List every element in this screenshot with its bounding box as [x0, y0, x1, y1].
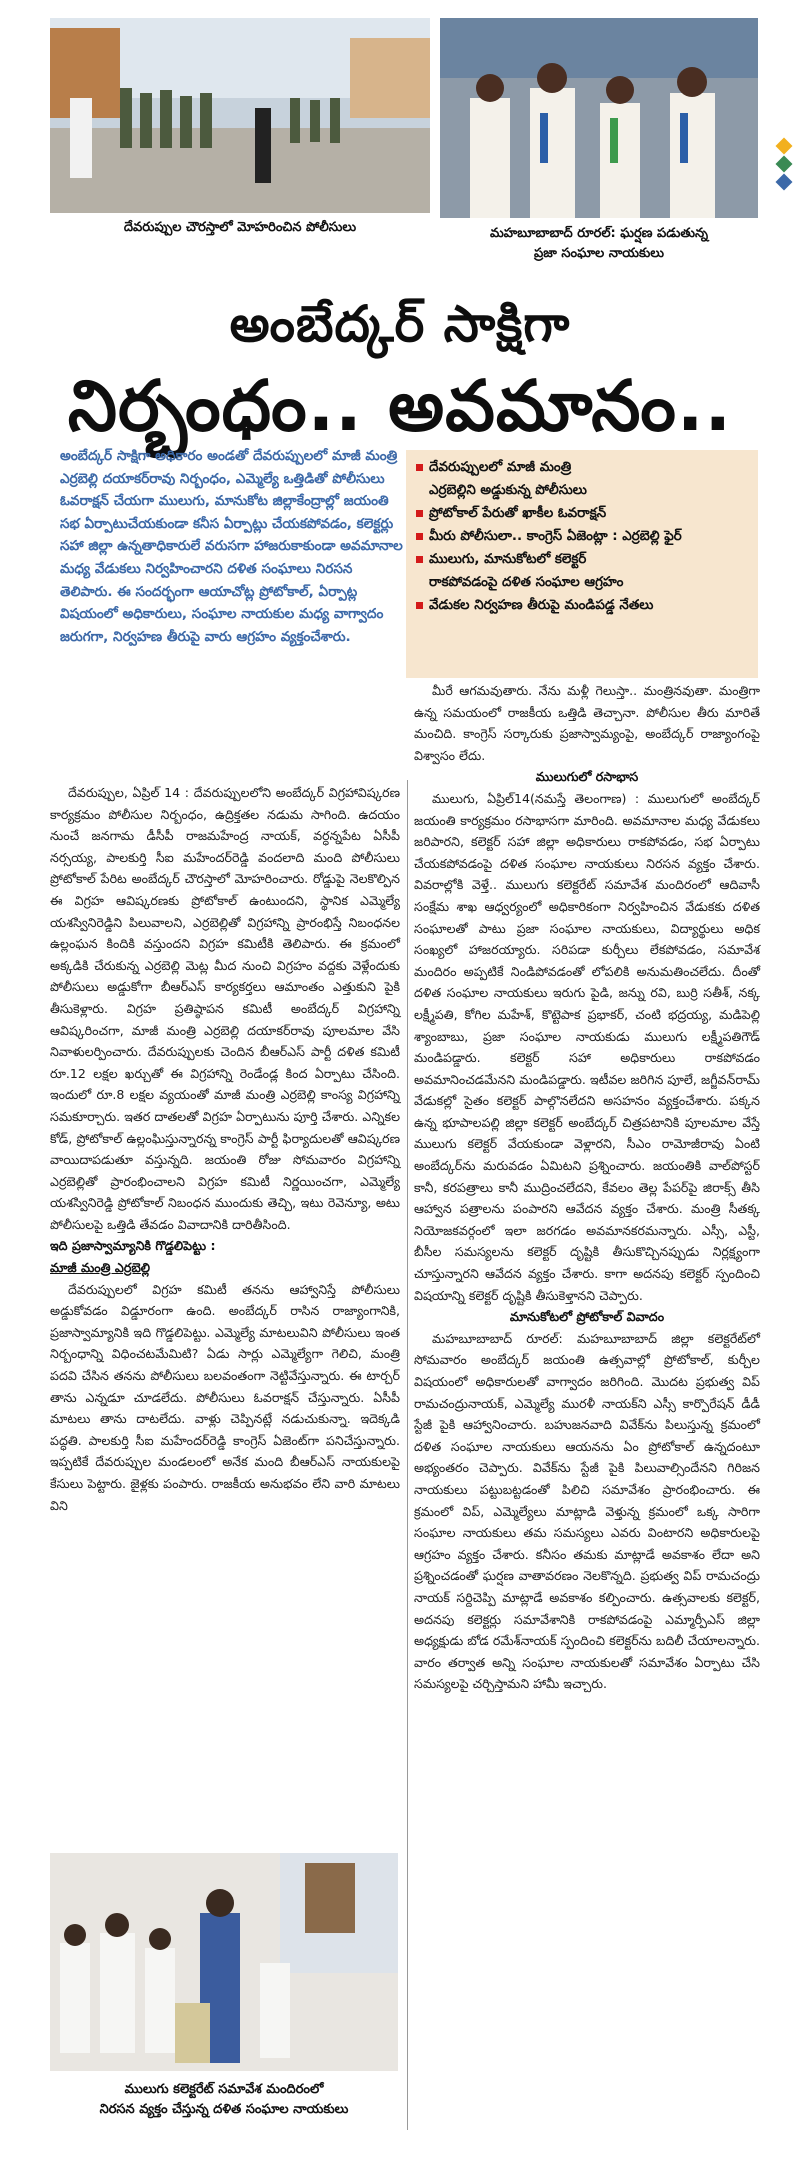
bullet-square-icon: [416, 602, 423, 609]
article-paragraph: దేవరుప్పుల, ఏప్రిల్ 14 : దేవరుప్పులలోని అంబేద్కర్ విగ్రహావిష్కరణ కార్యక్రమం పోలీసుల నిర్బంధం, ఉద్రిక్తతల నడుమ సాగింది. ఉదయం నుంచే జనగామ డీసీపీ రాజమహేంద్ర నాయక్, వర్ధన్నపేట ఏసీపీ నర్సయ్య, పాలకుర్తి సీఐ మహేందర్‌రెడ్డి వందలాది మంది పోలీసులు ప్రోటోకాల్ పేరిట అంబేద్కర్ చౌరస్తాలో మోహరించారు. రోడ్డుపై నెలకొల్పిన ఈ విగ్రహ ఆవిష్కరణకు ప్రోటోకాల్ ఉంటుందని, స్థానిక ఎమ్మెల్యే యశస్వినిరెడ్డిని పిలువాలని, ఎర్రబెల్లితో విగ్రహాన్ని ప్రారంభిస్తే నిబంధనల ఉల్లంఘన కిందికి వస్తుందని విగ్రహ కమిటీకి తెలిపారు. ఈ క్రమంలో అక్కడికి చేరుకున్న ఎర్రబెల్లి మెట్ల మీద నుంచి విగ్రహం వద్దకు వెళ్లేందుకు పోలీసులు అడ్డుకోగా బీఆర్‌ఎస్ కార్యకర్తలు ఆమాంతం ఎత్తుకుని పైకి తీసుకెళ్లారు. విగ్రహ ప్రతిష్ఠాపన కమిటీ అంబేద్కర్ విగ్రహాన్ని ఆవిష్కరించగా, మాజీ మంత్రి ఎర్రబెల్లి దయాకర్‌రావు పూలమాల వేసి నివాళులర్పించారు. దేవరుప్పులకు చెందిన బీఆర్‌ఎస్ పార్టీ దళిత కమిటీ రూ.12 లక్షల ఖర్చుతో ఈ విగ్రహాన్ని రెండేండ్ల కింద ఏర్పాటు చేసింది. ఇందులో రూ.8 లక్షల వ్యయంతో మాజీ మంత్రి ఎర్రబెల్లి కాంస్య విగ్రహాన్ని సమకూర్చారు. ఇతర దాతలతో విగ్రహ ఏర్పాటును పూర్తి చేశారు. ఎన్నికల కోడ్, ప్రోటోకాల్ ఉల్లంఘిస్తున్నారన్న కాంగ్రెస్ పార్టీ ఫిర్యాదులతో ఆవిష్కరణ వాయిదాపడుతూ వస్తున్నది. జయంతి రోజు సోమవారం విగ్రహాన్ని ఎర్రబెల్లితో ప్రారంభించాలని విగ్రహ కమిటీ నిర్ణయించగా, ఎమ్మెల్యే యశస్వినిరెడ్డి ప్రోటోకాల్ నిబంధన ముందుకు తెచ్చి, ఇటు రెవెన్యూ, అటు పోలీసులపై ఒత్తిడి తేవడం వివాదానికి దారితీసింది.: [50, 785, 400, 1232]
highlight-item: రాకపోవడంపై దళిత సంఘాల ఆగ్రహం: [429, 575, 624, 590]
highlight-item: ప్రోటోకాల్ పేరుతో ఖాకీల ఓవరాక్షన్: [416, 502, 748, 525]
highlight-item: మీరు పోలీసులా.. కాంగ్రెస్ ఏజెంట్లా : ఎర్రబెల్లి ఫైర్: [416, 525, 748, 548]
subheading-democracy: ఇది ప్రజాస్వామ్యానికి గొడ్డలిపెట్టు :: [50, 1238, 216, 1254]
caption-top-left: దేవరుప్పుల చౌరస్తాలో మోహరించిన పోలీసులు: [123, 220, 357, 235]
bullet-square-icon: [416, 510, 423, 517]
highlight-item: దేవరుప్పులలో మాజీ మంత్రి: [416, 456, 748, 479]
headline-line1: అంబేద్కర్ సాక్షిగా: [229, 295, 571, 353]
bullet-square-icon: [416, 533, 423, 540]
side-marker-blue: [776, 174, 793, 191]
bullet-square-icon: [416, 464, 423, 471]
highlights-box: [406, 450, 758, 678]
highlight-item: వేడుకల నిర్వహణ తీరుపై మండిపడ్డ నేతలు: [416, 594, 748, 617]
article-right-column: [414, 680, 760, 1695]
highlight-item: ఎర్రబెల్లిని అడ్డుకున్న పోలీసులు: [429, 483, 587, 498]
subheading-mulugu: ములుగులో రసాభాస: [535, 769, 639, 785]
highlight-item: ములుగు, మానుకోటలో కలెక్టర్: [416, 548, 748, 571]
subheading-former-minister: మాజీ మంత్రి ఎర్రబెల్లి: [50, 1260, 150, 1276]
bullet-square-icon: [416, 556, 423, 563]
caption-top-right-line1: మహబూబాబాద్ రూరల్: ఘర్షణ పడుతున్న: [490, 226, 708, 241]
article-left-column: [50, 782, 400, 1516]
photo-police-deployment: [50, 18, 430, 213]
headline-line2: నిర్బంధం.. అవమానం..: [67, 365, 733, 447]
caption-top-right: [440, 224, 758, 264]
caption-top-right-line2: ప్రజా సంఘాల నాయకులు: [534, 246, 664, 261]
column-divider: [407, 780, 408, 2130]
article-paragraph: దేవరుప్పులలో విగ్రహ కమిటీ తనను ఆహ్వానిస్తే పోలీసులు అడ్డుకోవడం విడ్డూరంగా ఉంది. అంబేద్కర్ రాసిన రాజ్యాంగానికి, ప్రజాస్వామ్యానికి ఇది గొడ్డలిపెట్టు. ఎమ్మెల్యే మాటలువిని పోలీసులు ఇంత నిర్బంధాన్ని విధించటమేమిటి? ఏడు సార్లు ఎమ్మెల్యేగా గెలిచి, మంత్రి పదవి చేసిన తనను పోలీసులు బలవంతంగా నెట్టివేస్తున్నారు. ఈ టార్చర్ తాను ఎన్నడూ చూడలేదు. పోలీసులు ఓవరాక్షన్ చేస్తున్నారు. ఏసీపీ మాటలు తాను దాటలేదు. వాళ్లు చెప్పినట్లే నడుచుకున్నా. ఇదెక్కడి పద్ధతి. పాలకుర్తి సీఐ మహేందర్‌రెడ్డి కాంగ్రెస్ ఏజెంట్‌గా పనిచేస్తున్నారు. ఇప్పటికే దేవరుప్పుల మండలంలో అనేక మంది బీఆర్‌ఎస్ నాయకులపై కేసులు పెట్టారు. జైళ్లకు పంపారు. రాజకీయ అనుభవం లేని వారి మాటలు విని: [50, 1281, 400, 1513]
photo-mulugu-protest: [50, 1853, 398, 2071]
article-paragraph: ములుగు, ఏప్రిల్14(నమస్తే తెలంగాణ) : ములుగులో అంబేద్కర్ జయంతి కార్యక్రమం రసాభాసగా మారింది. అవమానాల మధ్య వేడుకలు జరిపారని, కలెక్టర్ సహా జిల్లా అధికారులు రాకపోవడం, సభ ఏర్పాటు చేయకపోవడంపై దళిత సంఘాల నాయకులు నిరసన వ్యక్తం చేశారు. వివరాల్లోకి వెళ్తే.. ములుగు కలెక్టరేట్ సమావేశ మందిరంలో ఆదివాసీ సంక్షేమ శాఖ ఆధ్వర్యంలో అధికారికంగా నిర్వహించిన వేడుకకు దళిత సంఘాలతో పాటు ప్రజా సంఘాల నాయకులు, విద్యార్థులు అధిక సంఖ్యలో హాజరయ్యారు. సరిపడా కుర్చీలు లేకపోవడం, సమావేశ మందిరం అప్పటికే నిండిపోవడంతో లోపలికి అనుమతించలేదు. దీంతో దళిత సంఘాల నాయకులు ఇరుగు పైడి, జన్ను రవి, బుర్రి సతీశ్, నక్క లక్ష్మీపతి, కోగిల మహేశ్, కొట్టెపాక ప్రభాకర్, చంటి భద్రయ్య, మడిపెల్లి శ్యాంబాబు, ప్రజా సంఘాల నాయకుడు ములుగు లక్ష్మీపతిగౌడ్ మండిపడ్డారు. కలెక్టర్ సహా అధికారులు రాకపోవడం అవమానించడమేనని మండిపడ్డారు. ఇటీవల జరిగిన పూలే, జగ్జీవన్‌రామ్ వేడుకల్లో సైతం కలెక్టర్ పాల్గొనలేదని అసహనం వ్యక్తంచేశారు. పక్కన ఉన్న భూపాలపల్లి జిల్లా కలెక్టర్ అంబేద్కర్ చిత్రపటానికి పూలమాల వేస్తే ములుగు కలెక్టర్ వేయకుండా వెళ్లారని, సీఎం రామోజీరావు ఏంటి అంబేద్కర్‌ను మరువడం ఏమిటని ప్రశ్నించారు. జయంతికి వాల్‌పోస్టర్ కానీ, కరపత్రాలు కానీ ముద్రించలేదని, కేవలం తెల్ల పేపర్‌పై జిరాక్స్ తీసి ఆహ్వాన పత్రాలను పంపారని ఆవేదన వ్యక్తం చేశారు. మంత్రి సీతక్క నియోజకవర్గంలో ఇలా జరగడం అవమానకరమన్నారు. ఎస్సీ, ఎస్టీ, బీసీల సమస్యలను కలెక్టర్ దృష్టికి తీసుకొచ్చినప్పుడు నిర్లక్ష్యంగా చూస్తున్నారని ఆవేదన వ్యక్తం చేశారు. కాగా అదనపు కలెక్టర్ స్పందించి విషయాన్ని కలెక్టర్ దృష్టికి తీసుకెళ్తానని చెప్పారు.: [414, 790, 760, 1303]
caption-bottom-left-line1: ములుగు కలెక్టరేట్ సమావేశ మందిరంలో: [124, 2082, 324, 2097]
side-marker-green: [776, 156, 793, 173]
caption-bottom-left: [50, 2080, 398, 2120]
photo-clash-leaders: [440, 18, 758, 218]
side-marker-yellow: [776, 138, 793, 155]
article-paragraph: మహబూబాబాద్ రూరల్: మహబూబాబాద్ జిల్లా కలెక్టరేట్‌లో సోమవారం అంబేద్కర్ జయంతి ఉత్సవాల్లో ప్రోటోకాల్, కుర్చీల విషయంలో అధికారులతో వాగ్వాదం జరిగింది. మొదట ప్రభుత్వ విప్ రామచంద్రునాయక్, ఎమ్మెల్యే మురళీ నాయక్‌ని ఎస్సీ కార్పొరేషన్ డీడీ స్టేజీ పైకి ఆహ్వానించారు. బహుజనవాది వివేక్‌ను పిలుస్తున్న క్రమంలో దళిత సంఘాల నాయకులు ఆయనను ఏం ప్రోటోకాల్ ఉన్నదంటూ అభ్యంతరం చెప్పారు. వివేక్‌ను స్టేజీ పైకి పిలువాల్సిందేనని గిరిజన నాయకులు పట్టుబట్టడంతో పిలిచి సమావేశం ప్రారంభించారు. ఈ క్రమంలో విప్, ఎమ్మెల్యేలు మాట్లాడి వెళ్తున్న క్రమంలో ఒక్క సారిగా సంఘాల నాయకులు తమ సమస్యలు ఎవరు వింటారని అధికారులపై ఆగ్రహం వ్యక్తం చేశారు. కనీసం తమకు మాట్లాడే అవకాశం లేదా అని ప్రశ్నించడంతో ఘర్షణ వాతావరణం నెలకొన్నది. ప్రభుత్వ విప్ రామచంద్రు నాయక్ సర్దిచెప్పి మాట్లాడే అవకాశం కల్పించారు. ఉత్సవాలకు కలెక్టర్, అదనపు కలెక్టర్లు సమావేశానికి రాకపోవడంపై ఎమ్మార్పీఎస్ జిల్లా అధ్యక్షుడు బోడ రమేశ్‌నాయక్ స్పందించి కలెక్టర్‌ను బదిలీ చేయాలన్నారు. వారం తర్వాత అన్ని సంఘాల నాయకులతో సమావేశం ఏర్పాటు చేసి సమస్యలపై చర్చిస్తామని హామీ ఇచ్చారు.: [414, 1330, 760, 1692]
intro-summary: అంబేద్కర్ సాక్షిగా అధికారం అండతో దేవరుప్పులలో మాజీ మంత్రి ఎర్రబెల్లి దయాకర్‌రావు నిర్బంధం, ఎమ్మెల్యే ఒత్తిడితో పోలీసులు ఓవరాక్షన్ చేయగా ములుగు, మానుకోట జిల్లాకేంద్రాల్లో జయంతి సభ ఏర్పాటుచేయకుండా కనీస ఏర్పాట్లు చేయకపోవడం, కలెక్టర్లు సహా జిల్లా ఉన్నతాధికారులే వరుసగా హాజరుకాకుండా అవమానాల మధ్య వేడుకలు నిర్వహించారని దళిత సంఘాలు నిరసన తెలిపారు. ఈ సందర్భంగా ఆయాచోట్ల ప్రోటోకాల్, ఏర్పాట్ల విషయంలో అధికారులు, సంఘాల నాయకుల మధ్య వాగ్వాదం జరుగగా, నిర్వహణ తీరుపై వారు ఆగ్రహం వ్యక్తంచేశారు.: [60, 448, 403, 645]
caption-bottom-left-line2: నిరసన వ్యక్తం చేస్తున్న దళిత సంఘాల నాయకులు: [99, 2102, 349, 2117]
article-paragraph: మీరే ఆగమవుతారు. నేను మళ్లీ గెలుస్తా.. మంత్రినవుతా. మంత్రిగా ఉన్న సమయంలో రాజకీయ ఒత్తిడి తెచ్చానా. పోలీసుల తీరు మారితే మంచిది. కాంగ్రెస్ సర్కారుకు ప్రజాస్వామ్యంపై, అంబేద్కర్ రాజ్యాంగంపై విశ్వాసం లేదు.: [414, 683, 760, 763]
subheading-manukota: మానుకోటలో ప్రోటోకాల్ వివాదం: [509, 1309, 665, 1325]
